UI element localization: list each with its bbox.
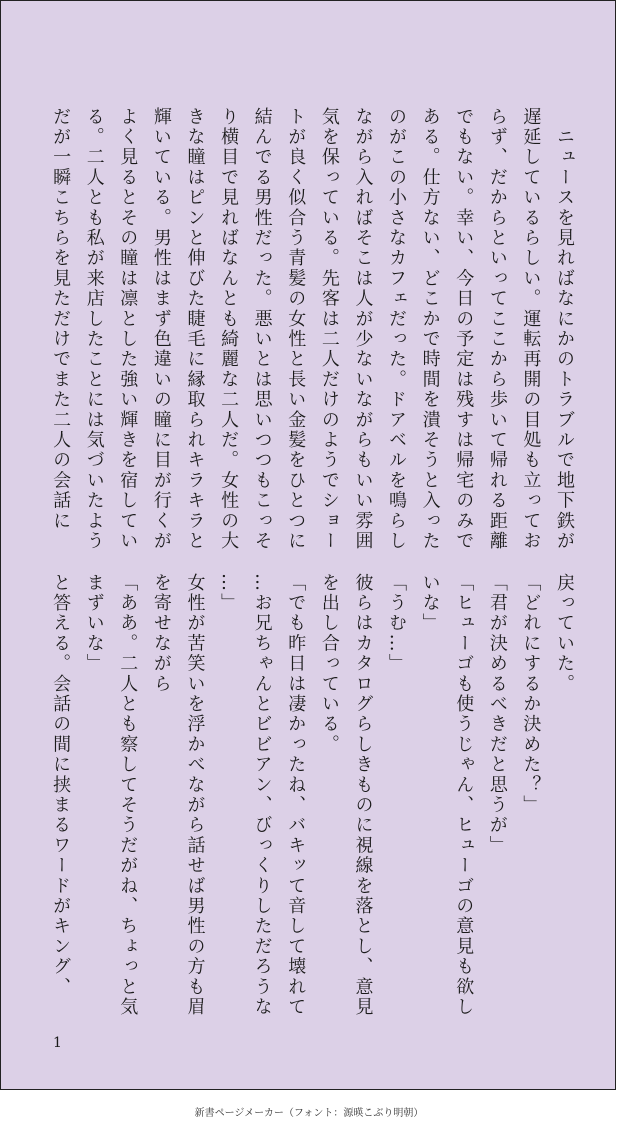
text-line: 女性が苦笑いを浮かべながら話せば男性の方も眉	[184, 573, 206, 1018]
text-line: ある。仕方ない、どこかで時間を潰そうと入った	[419, 107, 441, 552]
text-line: 戻っていた。	[554, 573, 575, 695]
text-line: と答える。会話の間に挟まるワードがキング、	[50, 573, 72, 998]
text-line: 「ヒューゴも使うじゃん、ヒューゴの意見も欲し	[453, 573, 475, 1018]
text-line: まずいな」	[83, 573, 105, 674]
text-section-top	[46, 107, 581, 552]
text-line: ながら入ればそこは人が少ないながらもいい雰囲	[352, 107, 374, 552]
text-line: きな瞳はピンと伸びた睫毛に縁取られキラキラと	[184, 107, 206, 552]
text-line: 輝いている。男性はまず色違いの瞳に目が行くが	[150, 107, 172, 552]
text-line: 「ああ。二人とも察してそうだがね、ちょっと気	[117, 573, 139, 1018]
text-line: 「うむ…」	[386, 573, 408, 674]
text-line: のがこの小さなカフェだった。ドアベルを鳴らし	[386, 107, 408, 552]
text-line: …」	[218, 573, 240, 614]
text-line: 「君が決めるべきだと思うが」	[486, 573, 508, 856]
text-section-bottom	[46, 573, 581, 1018]
text-line: 結んでる男性だった。悪いとは思いつつもこっそ	[251, 107, 273, 552]
text-line: らず、だからといってここから歩いて帰れる距離	[486, 107, 508, 552]
text-line: り横目で見ればなんとも綺麗な二人だ。女性の大	[218, 107, 240, 552]
text-line: 彼らはカタログらしきものに視線を落とし、意見	[352, 573, 374, 1018]
text-line: 「どれにするか決めた？」	[520, 573, 542, 816]
text-line: を寄せながら	[150, 573, 172, 695]
text-line: 気を保っている。先客は二人だけのようでショー	[318, 107, 340, 552]
text-line: いな」	[419, 573, 441, 634]
text-line: だが一瞬こちらを見ただけでまた二人の会話に	[50, 107, 72, 532]
text-line: る。二人とも私が来店したことには気づいたよう	[83, 107, 105, 552]
text-line: ニュースを見ればなにかのトラブルで地下鉄が	[554, 107, 575, 552]
text-line: 遅延しているらしい。運転再開の目処も立ってお	[520, 107, 542, 552]
page-number: 1	[53, 1035, 62, 1051]
text-line: よく見るとその瞳は凛とした強い輝きを宿してい	[117, 107, 139, 552]
text-line: でもない。幸い、今日の予定は残すは帰宅のみで	[453, 107, 475, 552]
text-line: …お兄ちゃんとビビアン、びっくりしただろうな	[251, 573, 273, 1018]
text-line: トが良く似合う青髪の女性と長い金髪をひとつに	[285, 107, 307, 552]
footer-credit: 新書ページメーカー（フォント：源暎こぶり明朝）	[194, 1108, 424, 1119]
text-line: を出し合っている。	[318, 573, 340, 755]
text-line: 「でも昨日は凄かったね、バキッて音して壊れて	[285, 573, 307, 1018]
